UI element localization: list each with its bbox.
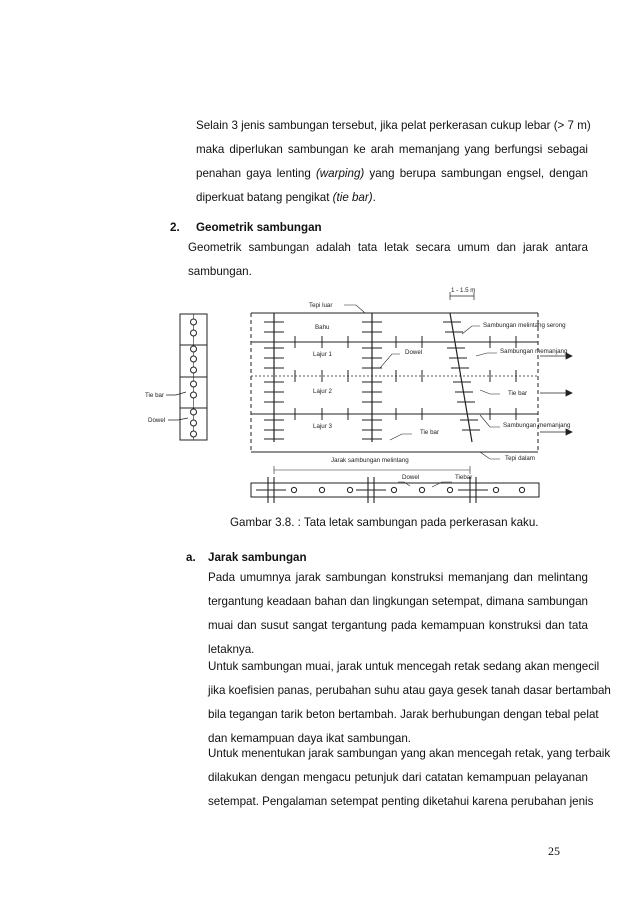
subsection-paragraph-1 [208, 566, 588, 662]
subsection-paragraph-2 [208, 655, 611, 751]
label-lane1: Lajur 1 [313, 351, 332, 358]
text-line: diperkuat batang pengikat (tie bar). [196, 191, 376, 204]
text-line: tergantung keadaan bahan dan lingkungan setempat, dimana sambungan [208, 595, 588, 608]
section-heading [170, 221, 180, 234]
label-skew-joint: Sambungan melintang serong [483, 322, 566, 329]
subsection-title [208, 551, 307, 564]
text-line: Untuk sambungan muai, jarak untuk mencegah retak sedang akan mengecil [208, 660, 600, 673]
subsection-paragraph-3 [208, 742, 611, 814]
text-line: bila tegangan tarik beton bertambah. Jarak berhubungan dengan tebal pelat [208, 708, 599, 721]
cross-section-left [166, 314, 207, 440]
label-tiebar-right: Tie bar [508, 390, 528, 397]
label-dowel-mid: Dowel [405, 349, 423, 356]
text-line: sambungan. [188, 265, 252, 278]
text-line: dilakukan dengan mengacu petunjuk dari catatan kemampuan pelayanan [208, 771, 588, 784]
label-width-range: 1 - 1.5 m [451, 287, 476, 294]
text-line: maka diperlukan sambungan ke arah memanjang yang berfungsi sebagai [196, 143, 588, 156]
bottom-strip [251, 477, 539, 503]
text-line: jika koefisien panas, perubahan suhu atau gaya gesek tanah dasar bertambah [208, 684, 611, 697]
plan-view [251, 292, 572, 474]
subsection-letter [186, 551, 196, 564]
text-line: muai dan susut sangat tergantung pada kemampuan konstruksi dan tata [208, 619, 588, 632]
text-line: letaknya. [208, 643, 255, 656]
label-lane3: Lajur 3 [313, 423, 332, 430]
subsection-title-text: Jarak sambungan [208, 551, 307, 564]
text-line: setempat. Pengalaman setempat penting diketahui karena perubahan jenis [208, 795, 594, 808]
section-title-text: Geometrik sambungan [196, 221, 322, 234]
label-lane2: Lajur 2 [313, 388, 332, 395]
section-title [196, 221, 322, 234]
text-line: dan kemampuan daya ikat sambungan. [208, 732, 412, 745]
text-line: Pada umumnya jarak sambungan konstruksi memanjang dan melintang [208, 571, 588, 584]
label-tiebar-bottom: Tiebar [455, 474, 473, 481]
label-dowel-left: Dowel [148, 417, 166, 424]
figure-caption: Gambar 3.8. : Tata letak sambungan pada perkerasan kaku. [230, 516, 539, 529]
label-inner-edge: Tepi dalam [505, 455, 535, 462]
label-shoulder: Bahu [315, 324, 330, 331]
text-line: Geometrik sambungan adalah tata letak secara umum dan jarak antara [188, 241, 588, 254]
text-line: Selain 3 jenis sambungan tersebut, jika pelat perkerasan cukup lebar (> 7 m) [196, 119, 591, 132]
label-transverse-spacing: Jarak sambungan melintang [331, 457, 409, 464]
label-long-joint-1: Sambungan memanjang [500, 348, 568, 355]
label-tiebar-mid: Tie bar [420, 429, 440, 436]
text-line: Untuk menentukan jarak sambungan yang akan mencegah retak, yang terbaik [208, 747, 611, 760]
label-long-joint-2: Sambungan memanjang [503, 422, 571, 429]
section2-paragraph [188, 236, 588, 284]
label-outer-edge: Tepi luar [309, 302, 333, 309]
intro-paragraph [196, 114, 591, 210]
section-number: 2. [170, 221, 180, 234]
label-dowel-bottom: Dowel [402, 474, 420, 481]
subsection-letter-text: a. [186, 551, 196, 564]
joint-layout-diagram [0, 282, 638, 512]
page-number: 25 [548, 844, 560, 858]
text-line: penahan gaya lenting (warping) yang berupa sambungan engsel, dengan [196, 167, 588, 180]
label-tiebar-left: Tie bar [145, 392, 165, 399]
